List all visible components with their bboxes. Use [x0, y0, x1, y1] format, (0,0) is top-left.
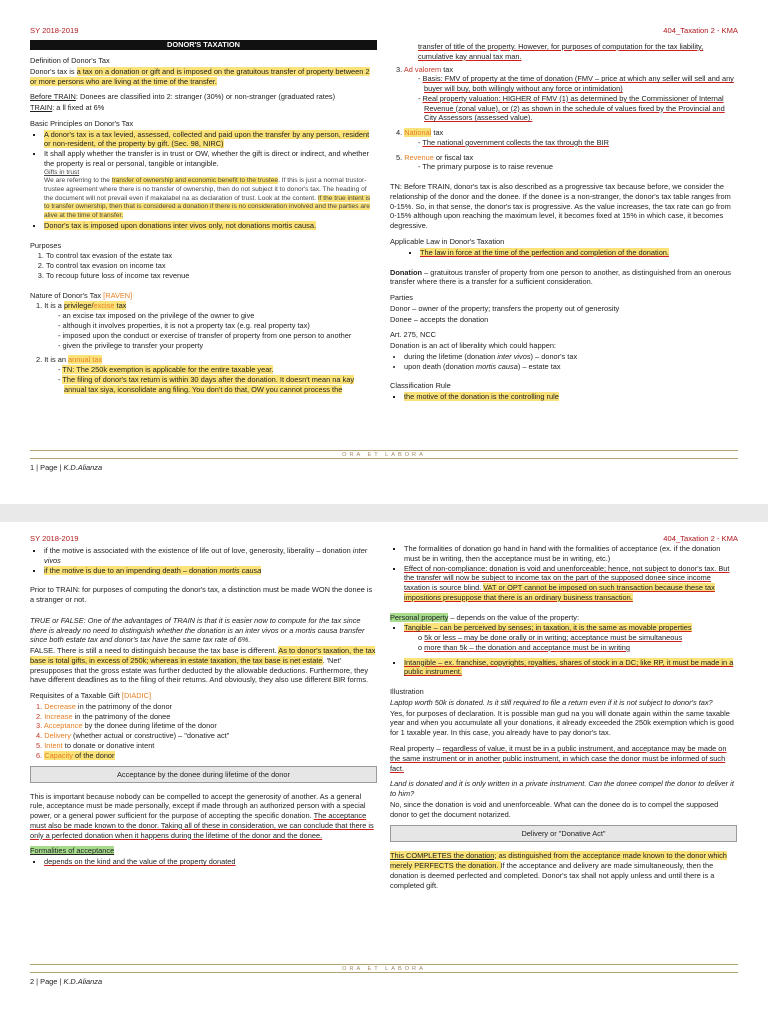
list-item: 3. Acceptance by the donee during lifetime of the donor — [36, 721, 217, 731]
prior-train-text: Prior to TRAIN: for purposes of computing the donor's tax, a distinction must be made WON the donee is a stranger or not. — [30, 585, 373, 605]
list-item: 5. Revenue or fiscal tax - The primary purpose is to raise revenue — [390, 153, 737, 173]
sub-list — [404, 633, 737, 653]
list-item: ▪ The formalities of donation go hand in hand with the formalities of acceptance (ex. if the donation must be in writing, then the acceptance must be in writing, etc.) — [404, 544, 737, 564]
personal-property-list — [390, 623, 737, 677]
sub-list — [48, 365, 377, 394]
motive-list — [30, 546, 377, 575]
real-property-text: Real property – regardless of value, it must be in a public instrument, and acceptance may be made on the same instrument or in another public instrument, in which case the donor must be informed of such fact. — [390, 744, 727, 773]
classification-list — [390, 392, 737, 402]
list-item: 5. Intent to donate or donative intent — [36, 741, 155, 751]
list-item: ▪ Effect of non-compliance: donation is void and unenforceable; hence, not subject to donor's tax. But the transfer will now be subject to income tax on the part of the supposed donee since income taxation is source blind. VAT or OPT cannot be imposed on such transaction because these tax impositions presuppose that there is an ordinary business transaction. — [404, 564, 737, 603]
train-line: TRAIN: a ll fixed at 6% — [30, 103, 105, 113]
left-column — [30, 546, 377, 872]
list-item: ▪ if the motive is due to an impending death – donation mortis causa — [44, 566, 377, 576]
section-title: DONOR'S TAXATION — [30, 40, 377, 50]
sub-list — [48, 311, 377, 350]
heading-classification: Classification Rule — [390, 381, 451, 391]
sub-list — [408, 74, 737, 123]
list-item: ▪ the motive of the donation is the controlling rule — [404, 392, 737, 402]
formalities-detail-list — [390, 544, 737, 603]
list-item: ▪ if the motive is associated with the existence of life out of love, generosity, liberality – donation inter vivos — [44, 546, 377, 566]
true-false-answer: FALSE. There is still a need to distinguish because the tax base is different. As to donor's taxation, the tax base is total gifts, in excess of 250k; whereas in estate taxation, the tax base is net estate. 'Net' presupposes that the gross estate was further deducted by the allowable deductions. Furthermore, they have different deadlines as to the filing of their returns. And obviously, they also use different BIR forms. — [30, 646, 376, 685]
list-item: 4. National tax - The national government collects the tax through the BIR — [390, 128, 737, 148]
heading-requisites: Requisites of a Taxable Gift [DIADIC] — [30, 691, 152, 701]
list-item: - Basis: FMV of property at the time of donation (FMV – price at which any seller will sell and any buyer will buy, both willingly without any force or intimidation) — [424, 74, 737, 94]
list-item: 1. To control tax evasion of the estate tax — [46, 251, 377, 261]
header-left: SY 2018-2019 — [30, 534, 79, 543]
acceptance-box: Acceptance by the donee during lifetime of the donor — [30, 766, 377, 783]
heading-applicable-law: Applicable Law in Donor's Taxation — [390, 237, 505, 247]
list-item: ▪ A donor's tax is a tax levied, assessed, collected and paid upon the transfer by any person, resident or non-resident, of the property by gift. (Sec. 98, NIRC) — [44, 130, 377, 150]
parties-donor: Donor – owner of the property; transfers the property out of generosity — [390, 303, 620, 313]
law-list — [390, 248, 737, 258]
list-item: • during the lifetime (donation inter vivos) – donor's tax — [404, 352, 737, 362]
list-item: 4. Delivery (whether actual or constructive) – "donative act" — [36, 731, 230, 741]
list-item: 1. Decrease in the patrimony of the donor — [36, 701, 173, 711]
delivery-box: Delivery or "Donative Act" — [390, 825, 737, 842]
sub-list — [408, 138, 737, 148]
page-2 — [0, 522, 768, 1024]
requisites-list — [30, 702, 377, 761]
list-item: 3. Ad valorem tax - Basis: FMV of property at the time of donation (FMV – price at which any seller will sell and any buyer will buy, both willingly without any force or intimidation) - Real property valuation: HIGHER of FMV (1) as determined by the Commissioner of Internal Revenue (zonal value), or (2) as shown in the schedule of values fixed by the Provincial and City Assessors (assessed value). — [390, 65, 737, 124]
list-item: ▪ It shall apply whether the transfer is in trust or OW, whether the gift is direct or indirect, and whether the property is real or personal, tangible or intangible. Gifts in trust We are referring to the transfer of ownership and economic benefit to the trustee. If this is just a normal trustor-trustee agreement where there is no transfer of ownership, then do not subject it to donor's tax. The heading of the document will not prevail even if makalabel na as declaration of trust. Look at the content. If the true intent is to transfer ownership, then that is considered a donation if there is no consideration involved and the parties are alive at the time of transfer. — [44, 149, 377, 221]
land-question: Land is donated and it is only written in a private instrument. Can the donee compel the donor to deliver it to him? — [390, 779, 734, 799]
heading-article: Art. 275, NCC — [390, 330, 437, 340]
list-item: - The national government collects the tax through the BIR — [424, 138, 737, 148]
heading-formalities: Formalities of acceptance — [30, 846, 115, 856]
list-item: ▪ The law in force at the time of the perfection and completion of the donation. — [420, 248, 737, 258]
nature-list-cont — [390, 65, 737, 173]
acceptance-text: This is important because nobody can be compelled to accept the generosity of another. As a general rule, acceptance must be made personally, except if made through an authorized person with a special power, or a general power sufficient for the purpose of accepting the specific donation. The acceptance must also be made known to the donor. Taking all of these in consideration, we can conclude that there is only a perfected donation when it happens during the lifetime of the donor and the donee. — [30, 791, 374, 840]
header-left: SY 2018-2019 — [30, 26, 79, 35]
page-footer — [30, 450, 738, 473]
list-item: 3. To recoup future loss of income tax revenue — [46, 271, 377, 281]
list-item: ▪ Donor's tax is imposed upon donations inter vivos only, not donations mortis causa. — [44, 221, 377, 231]
list-item: 2. Increase in the patrimony of the donee — [36, 711, 171, 721]
parties-donee: Donee – accepts the donation — [390, 314, 489, 324]
page-1 — [0, 0, 768, 504]
ora-et-labora-bar: ORA ET LABORA — [30, 964, 738, 973]
header-right: 404_Taxation 2 - KMA — [663, 26, 738, 35]
page-header — [30, 534, 738, 544]
list-item: o 5k or less – may be done orally or in writing; acceptance must be simultaneous — [418, 633, 737, 643]
list-item: - TN: The 250k exemption is applicable for the entire taxable year. — [64, 365, 377, 375]
heading-illustration: Illustration — [390, 687, 424, 697]
formalities-list — [30, 857, 377, 867]
list-item: ▪ Intangible – ex. franchise, copyrights, royalties, shares of stock in a DC; like RP, it must be made in a public instrument. — [404, 658, 737, 678]
page-header — [30, 26, 738, 36]
list-item: - Real property valuation: HIGHER of FMV (1) as determined by the Commissioner of Internal Revenue (zonal value), or (2) as shown in the schedule of values fixed by the Provincial and City Assessors (assessed value). — [424, 94, 737, 123]
illustration-answer: Yes, for purposes of declaration. It is possible man gud na you will donate again within the same taxable year and when you accumulate all your donations, it already exceeded the 250k exemption which is good for 1 taxable year. In this case, you already have to pay donor's tax. — [390, 708, 734, 738]
article-list — [390, 352, 737, 372]
basic-principles-list — [30, 130, 377, 231]
sub-list — [408, 162, 737, 172]
list-item: - imposed upon the conduct or exercise of transfer of property from one person to another — [64, 331, 377, 341]
list-item: ▪ depends on the kind and the value of the property donated — [44, 857, 377, 867]
list-item: 2. To control tax evasion on income tax — [46, 261, 377, 271]
personal-property-heading: Personal property – depends on the value of the property: — [390, 612, 580, 622]
page-number: 1 | Page | K.D.Alianza — [30, 463, 103, 472]
page-number: 2 | Page | K.D.Alianza — [30, 977, 103, 986]
heading-parties: Parties — [390, 293, 414, 303]
completes-text: This COMPLETES the donation; as distinguished from the acceptance made known to the donor which merely PERFECTS the donation. If the acceptance and delivery are made simultaneously, then the donation is deemed perfected and completed. Donor's tax shall not apply unless and until there is a completed gift. — [390, 851, 727, 890]
true-false-question: TRUE or FALSE: One of the advantages of TRAIN is that it is easier now to compute for the tax since there is already no need to distinguish whether the donation is an inter vivos or a mortis causa transfer since both estate tax and donor's tax have the same tax rate of 6%. — [30, 615, 365, 645]
definition-text: Donor's tax is a tax on a donation or gift and is imposed on the gratuitous transfer of property between 2 or more persons who are living at the time of the transfer. — [30, 66, 370, 86]
right-column — [390, 544, 737, 896]
list-item: 1. It is a privilege/excise tax - an excise tax imposed on the privilege of the owner to give - although it involves properties, it is not a property tax (e.g. real property tax) - imposed upon the conduct or exercise of transfer of property from one person to another - given the privilege to transfer your property — [30, 301, 377, 350]
illustration-question: Laptop worth 50k is donated. Is it still required to file a return even if it is not subject to donor's tax? — [390, 697, 713, 707]
list-item: • upon death (donation mortis causa) – estate tax — [404, 362, 737, 372]
list-item: - an excise tax imposed on the privilege of the owner to give — [64, 311, 377, 321]
list-item: - given the privilege to transfer your property — [64, 341, 377, 351]
left-column — [30, 40, 377, 399]
continued-text: transfer of title of the property. However, for purposes of computation for the tax liability, cumulative kay annual tax man. — [418, 42, 704, 61]
heading-basic-principles: Basic Principles on Donor's Tax — [30, 118, 134, 128]
list-item: - The primary purpose is to raise revenue — [424, 162, 737, 172]
list-item: - The filing of donor's tax return is within 30 days after the donation. It doesn't mean na kay annual tax siya, iconsolidate ang filing. You don't do that, OW you cannot process the — [64, 375, 377, 395]
right-column — [390, 42, 737, 407]
ora-et-labora-bar: ORA ET LABORA — [30, 450, 738, 459]
list-item: o more than 5k – the donation and acceptance must be in writing — [418, 643, 737, 653]
header-right: 404_Taxation 2 - KMA — [663, 534, 738, 543]
heading-nature: Nature of Donor's Tax [RAVEN] — [30, 290, 133, 300]
list-item: 2. It is an annual tax - TN: The 250k exemption is applicable for the entire taxable year. - The filing of donor's tax return is within 30 days after the donation. It doesn't mean na kay annual tax siya, iconsolidate ang filing. You don't do that, OW you cannot process the — [30, 355, 377, 394]
nature-list — [30, 301, 377, 394]
list-item: ▪ Tangible – can be perceived by senses; in taxation, it is the same as movable properties o 5k or less – may be done orally or in writing; acceptance must be simultaneous o more than 5k – the donation and acceptance must be in writing — [404, 623, 737, 652]
list-item: 6. Capacity of the donor — [36, 750, 115, 760]
before-train-line: Before TRAIN: Donees are classified into 2: stranger (30%) or non-stranger (graduated rates) — [30, 92, 336, 102]
donation-definition: Donation – gratuitous transfer of property from one person to another, as distinguished from an onerous transfer where there is a transfer for a sufficient consideration. — [390, 267, 731, 287]
gifts-in-trust-note: Gifts in trust We are referring to the transfer of ownership and economic benefit to the trustee. If this is just a normal trustor-trustee agreement where there is no transfer of ownership, then do not subject it to donor's tax. The heading of the document will not prevail even if makalabel na as declaration of trust. Look at the content. If the true intent is to transfer ownership, then that is considered a donation if there is no consideration involved and the parties are alive at the time of transfer. — [44, 168, 371, 220]
tn-paragraph: TN: Before TRAIN, donor's tax is also described as a progressive tax because before, we consider the relationship of the donor and the donee. If the donee is a non-stranger, the donor's tax table ranges from 0-15%. So, in that sense, the donor's tax is progressive. As the value increases, the tax rate can go from 0-15% although upon reaching the maximum level, it becomes fixed at 15% in which case, it becomes degressive. — [390, 182, 731, 231]
purposes-list — [30, 251, 377, 280]
list-item: - although it involves properties, it is not a property tax (e.g. real property tax) — [64, 321, 377, 331]
heading-purposes: Purposes — [30, 240, 62, 250]
article-line: Donation is an act of liberality which could happen: — [390, 341, 556, 351]
heading-definition: Definition of Donor's Tax — [30, 56, 110, 65]
page-footer — [30, 964, 738, 987]
land-answer: No, since the donation is void and unenforceable. What can the donee do is to compel the supposed donor to get the document notarized. — [390, 799, 719, 819]
